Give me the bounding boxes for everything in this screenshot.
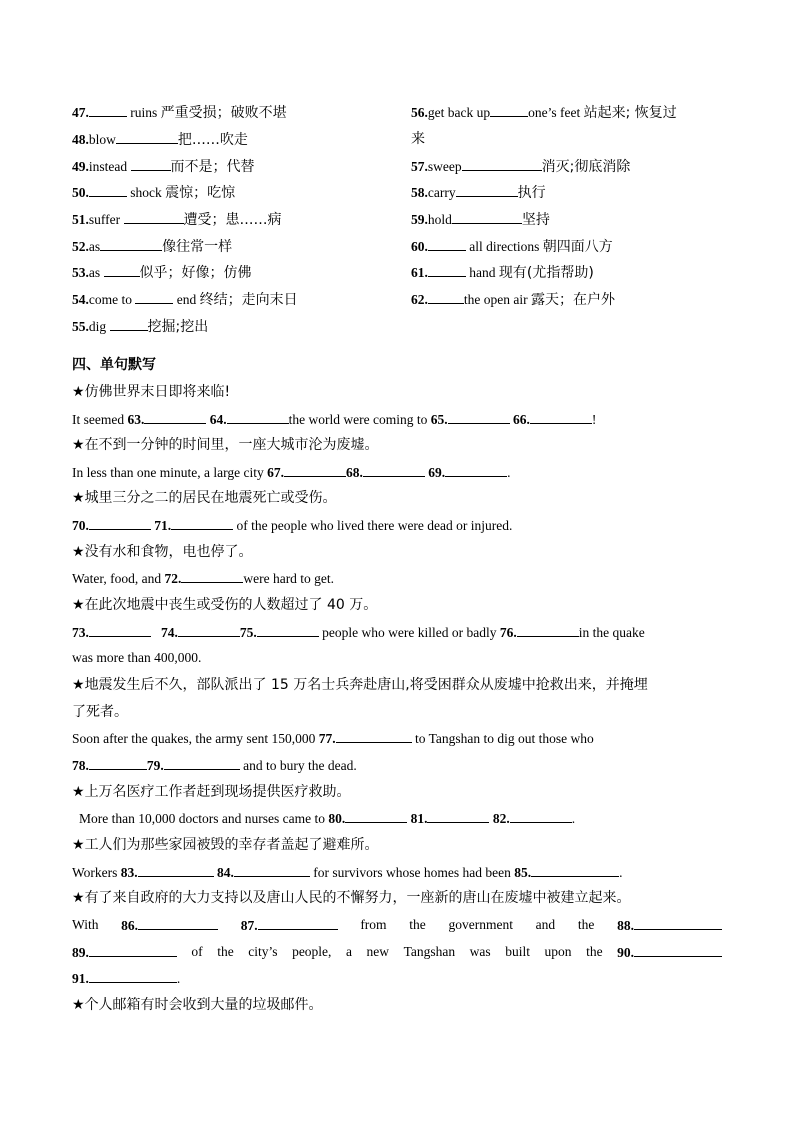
- sentence-8-chinese: ★工人们为那些家园被毁的幸存者盖起了避难所。: [72, 837, 379, 853]
- answer-blank[interactable]: [89, 516, 151, 530]
- sentence-5-chinese: ★在此次地震中丧生或受伤的人数超过了 40 万。: [72, 597, 378, 613]
- sentence-9-english: With 86. 87. from the government and the 88.: [72, 916, 722, 935]
- vocab-item-61: 61. hand 现有(尤指帮助): [411, 265, 594, 281]
- vocab-item-50: 50. shock 震惊；吃惊: [72, 185, 236, 201]
- sentence-2-english: In less than one minute, a large city 67. 68. 69. .: [72, 465, 511, 480]
- sentence-9-english-end: 91. .: [72, 971, 181, 986]
- sentence-6-english-cont: 78. 79. and to bury the dead.: [72, 758, 357, 773]
- vocab-item-56-cont: 来: [411, 131, 425, 147]
- sentence-5-english-cont: was more than 400,000.: [72, 650, 202, 665]
- answer-blank[interactable]: [181, 569, 243, 583]
- star-icon: ★: [72, 890, 85, 906]
- star-icon: ★: [72, 437, 85, 453]
- answer-blank[interactable]: [89, 969, 177, 983]
- star-icon: ★: [72, 997, 85, 1013]
- answer-blank[interactable]: [116, 130, 178, 144]
- sentence-9-english-cont: 89. of the city’s people, a new Tangshan was built upon the 90.: [72, 943, 722, 962]
- answer-blank[interactable]: [89, 183, 127, 197]
- answer-blank[interactable]: [490, 103, 528, 117]
- sentence-6-chinese-cont: 了死者。: [72, 704, 128, 720]
- star-icon: ★: [72, 490, 85, 506]
- answer-blank[interactable]: [171, 516, 233, 530]
- answer-blank[interactable]: [462, 157, 542, 171]
- sentence-10-chinese: ★个人邮箱有时会收到大量的垃圾邮件。: [72, 997, 323, 1013]
- sentence-6-chinese: ★地震发生后不久，部队派出了 15 万名士兵奔赴唐山,将受困群众从废墟中抢救出来，并掩埋: [72, 677, 648, 693]
- answer-blank[interactable]: [634, 943, 722, 957]
- answer-blank[interactable]: [89, 943, 177, 957]
- answer-blank[interactable]: [445, 463, 507, 477]
- answer-blank[interactable]: [363, 463, 425, 477]
- vocab-item-55: 55.dig 挖掘;挖出: [72, 319, 209, 335]
- answer-blank[interactable]: [131, 157, 171, 171]
- sentence-3-english: 70. 71. of the people who lived there were dead or injured.: [72, 518, 513, 533]
- sentence-2-chinese: ★在不到一分钟的时间里，一座大城市沦为废墟。: [72, 437, 379, 453]
- vocab-item-47: 47. ruins 严重受损；破败不堪: [72, 105, 287, 121]
- star-icon: ★: [72, 837, 85, 853]
- answer-blank[interactable]: [110, 317, 148, 331]
- star-icon: ★: [72, 544, 85, 560]
- answer-blank[interactable]: [452, 210, 522, 224]
- answer-blank[interactable]: [428, 290, 464, 304]
- answer-blank[interactable]: [138, 863, 214, 877]
- vocab-item-60: 60. all directions 朝四面八方: [411, 239, 613, 255]
- answer-blank[interactable]: [227, 410, 289, 424]
- answer-blank[interactable]: [124, 210, 184, 224]
- answer-blank[interactable]: [634, 916, 722, 930]
- answer-blank[interactable]: [456, 183, 518, 197]
- answer-blank[interactable]: [89, 623, 151, 637]
- answer-blank[interactable]: [428, 237, 466, 251]
- star-icon: ★: [72, 784, 85, 800]
- answer-blank[interactable]: [427, 809, 489, 823]
- sentence-1-chinese: ★仿佛世界末日即将来临!: [72, 384, 231, 400]
- vocab-item-59: 59.hold 坚持: [411, 212, 550, 228]
- answer-blank[interactable]: [517, 623, 579, 637]
- sentence-4-chinese: ★没有水和食物，电也停了。: [72, 544, 253, 560]
- sentence-5-english: 73. 74. 75. people who were killed or badly 76. in the quake: [72, 625, 645, 640]
- answer-blank[interactable]: [257, 623, 319, 637]
- vocab-item-52: 52.as 像往常一样: [72, 239, 233, 255]
- vocab-item-51: 51.suffer 遭受；患……病: [72, 212, 282, 228]
- answer-blank[interactable]: [104, 263, 140, 277]
- vocab-item-57: 57.sweep 消灭;彻底消除: [411, 159, 631, 175]
- vocab-item-53: 53.as 似乎；好像；仿佛: [72, 265, 252, 281]
- sentence-8-english: Workers 83. 84. for survivors whose homes had been 85. .: [72, 865, 623, 880]
- vocab-item-49: 49.instead 而不是；代替: [72, 159, 255, 175]
- answer-blank[interactable]: [530, 410, 592, 424]
- section-title: 四、单句默写: [72, 357, 156, 373]
- vocab-item-56: 56.get back up one’s feet 站起来; 恢复过: [411, 105, 677, 121]
- answer-blank[interactable]: [100, 237, 162, 251]
- answer-blank[interactable]: [164, 756, 240, 770]
- answer-blank[interactable]: [336, 729, 412, 743]
- answer-blank[interactable]: [284, 463, 346, 477]
- answer-blank[interactable]: [138, 916, 218, 930]
- sentence-1-english: It seemed 63. 64. the world were coming to 65. 66. !: [72, 412, 597, 427]
- vocab-item-62: 62. the open air 露天；在户外: [411, 292, 615, 308]
- answer-blank[interactable]: [531, 863, 619, 877]
- star-icon: ★: [72, 597, 85, 613]
- vocab-item-48: 48.blow 把……吹走: [72, 132, 248, 148]
- answer-blank[interactable]: [510, 809, 572, 823]
- sentence-9-chinese: ★有了来自政府的大力支持以及唐山人民的不懈努力，一座新的唐山在废墟中被建立起来。: [72, 890, 631, 906]
- answer-blank[interactable]: [345, 809, 407, 823]
- answer-blank[interactable]: [448, 410, 510, 424]
- vocab-item-58: 58.carry 执行: [411, 185, 546, 201]
- sentence-7-english: More than 10,000 doctors and nurses came to 80. 81. 82. .: [79, 811, 576, 826]
- sentence-3-chinese: ★城里三分之二的居民在地震死亡或受伤。: [72, 490, 337, 506]
- star-icon: ★: [72, 677, 85, 693]
- vocab-item-54: 54.come to end 终结；走向末日: [72, 292, 298, 308]
- sentence-7-chinese: ★上万名医疗工作者赶到现场提供医疗救助。: [72, 784, 351, 800]
- answer-blank[interactable]: [428, 263, 466, 277]
- star-icon: ★: [72, 384, 85, 400]
- answer-blank[interactable]: [234, 863, 310, 877]
- answer-blank[interactable]: [89, 103, 127, 117]
- answer-blank[interactable]: [258, 916, 338, 930]
- answer-blank[interactable]: [135, 290, 173, 304]
- answer-blank[interactable]: [178, 623, 240, 637]
- sentence-4-english: Water, food, and 72. were hard to get.: [72, 571, 335, 586]
- sentence-6-english: Soon after the quakes, the army sent 150,000 77. to Tangshan to dig out those who: [72, 731, 594, 746]
- answer-blank[interactable]: [144, 410, 206, 424]
- answer-blank[interactable]: [89, 756, 147, 770]
